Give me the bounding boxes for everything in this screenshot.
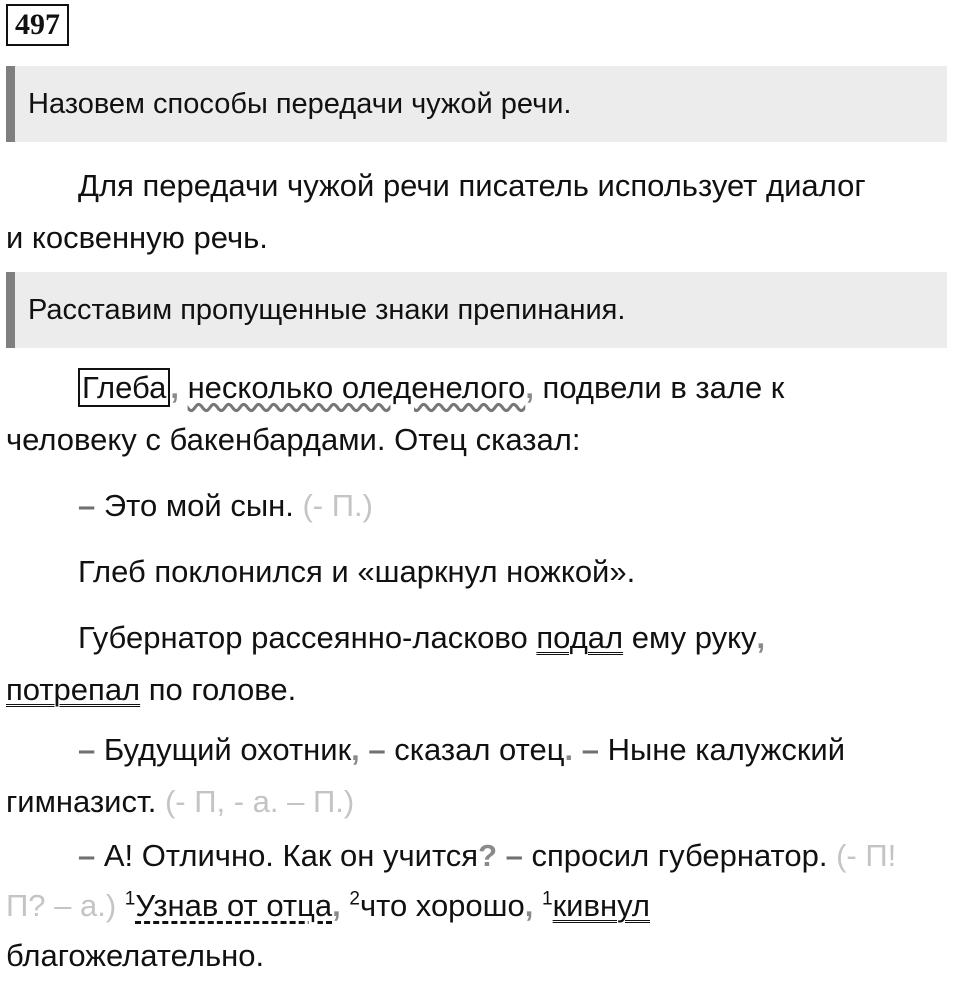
dialogue-dash: –: [505, 838, 523, 873]
punctuation-scheme: (- П, - а. – П.): [164, 784, 355, 819]
answer-line-2: и косвенную речь.: [6, 220, 268, 255]
clause-number: 2: [349, 888, 360, 910]
punctuation-scheme: (- П.): [302, 488, 373, 523]
author-words: спросил губернатор.: [522, 838, 837, 873]
clause-number: 1: [542, 888, 553, 910]
predicate-underlined: кивнул: [552, 888, 650, 923]
inserted-period: .: [564, 732, 574, 767]
inserted-comma: ,: [525, 370, 534, 405]
dialogue-text: А! Отлично. Как он учится: [95, 838, 479, 873]
dialogue-text: Это мой сын.: [95, 488, 303, 523]
dialogue-line-son: [6, 480, 960, 532]
adverbial-phrase: Узнав от отца: [135, 888, 333, 923]
dialogue-dash: –: [78, 732, 96, 767]
answer-line-1: Для передачи чужой речи писатель использует диалог: [78, 168, 866, 203]
paragraph-bow: Глеб поклонился и «шаркнул ножкой».: [78, 554, 636, 589]
dialogue-text: гимназист.: [6, 784, 165, 819]
dialogue-study-line-2: [6, 880, 946, 932]
inserted-comma: ,: [524, 888, 534, 923]
punctuation-scheme: (- П!: [836, 838, 897, 873]
section-heading-punctuation: Расставим пропущенные знаки препинания.: [6, 272, 947, 348]
sentence-text: ему руку: [623, 620, 757, 655]
dialogue-study-line-1: [6, 830, 960, 882]
dialogue-dash: –: [78, 838, 96, 873]
subordinate-clause: что хорошо: [359, 888, 525, 923]
dialogue-text: Будущий охотник: [95, 732, 352, 767]
predicate-underlined: потрепал: [6, 672, 141, 707]
sentence-text: подвели в зале к: [533, 370, 785, 405]
dialogue-dash: –: [581, 732, 599, 767]
subject-boxed: Глеба: [78, 368, 170, 407]
participial-phrase: несколько оледенелого: [187, 370, 526, 405]
paragraph-governor-line-1: [6, 612, 960, 664]
dialogue-hunter-line-2: [6, 776, 946, 828]
dialogue-dash: –: [368, 732, 386, 767]
dialogue-study-line-3: благожелательно.: [6, 938, 265, 973]
section-heading-speech-methods: Назовем способы передачи чужой речи.: [6, 66, 947, 142]
punctuation-scheme: П? – а.): [6, 888, 117, 923]
predicate-underlined: подал: [536, 620, 624, 655]
sentence-text: Губернатор рассеянно-ласково: [78, 620, 537, 655]
paragraph-gleb-line-2: человеку с бакенбардами. Отец сказал:: [6, 422, 581, 457]
inserted-comma: ,: [170, 370, 179, 405]
dialogue-text: Ныне калужский: [598, 732, 846, 767]
author-words: сказал отец: [385, 732, 565, 767]
inserted-comma: ,: [332, 888, 341, 923]
task-number: 497: [6, 4, 69, 46]
dialogue-hunter-line-1: [6, 724, 960, 776]
dialogue-dash: –: [78, 488, 96, 523]
inserted-comma: ,: [351, 732, 360, 767]
inserted-question-mark: ?: [478, 838, 498, 873]
sentence-text: по голове.: [140, 672, 297, 707]
inserted-comma: ,: [756, 620, 766, 655]
paragraph-gleb-line-1: [6, 362, 960, 414]
clause-number: 1: [124, 888, 136, 910]
paragraph-governor-line-2: [6, 664, 946, 716]
